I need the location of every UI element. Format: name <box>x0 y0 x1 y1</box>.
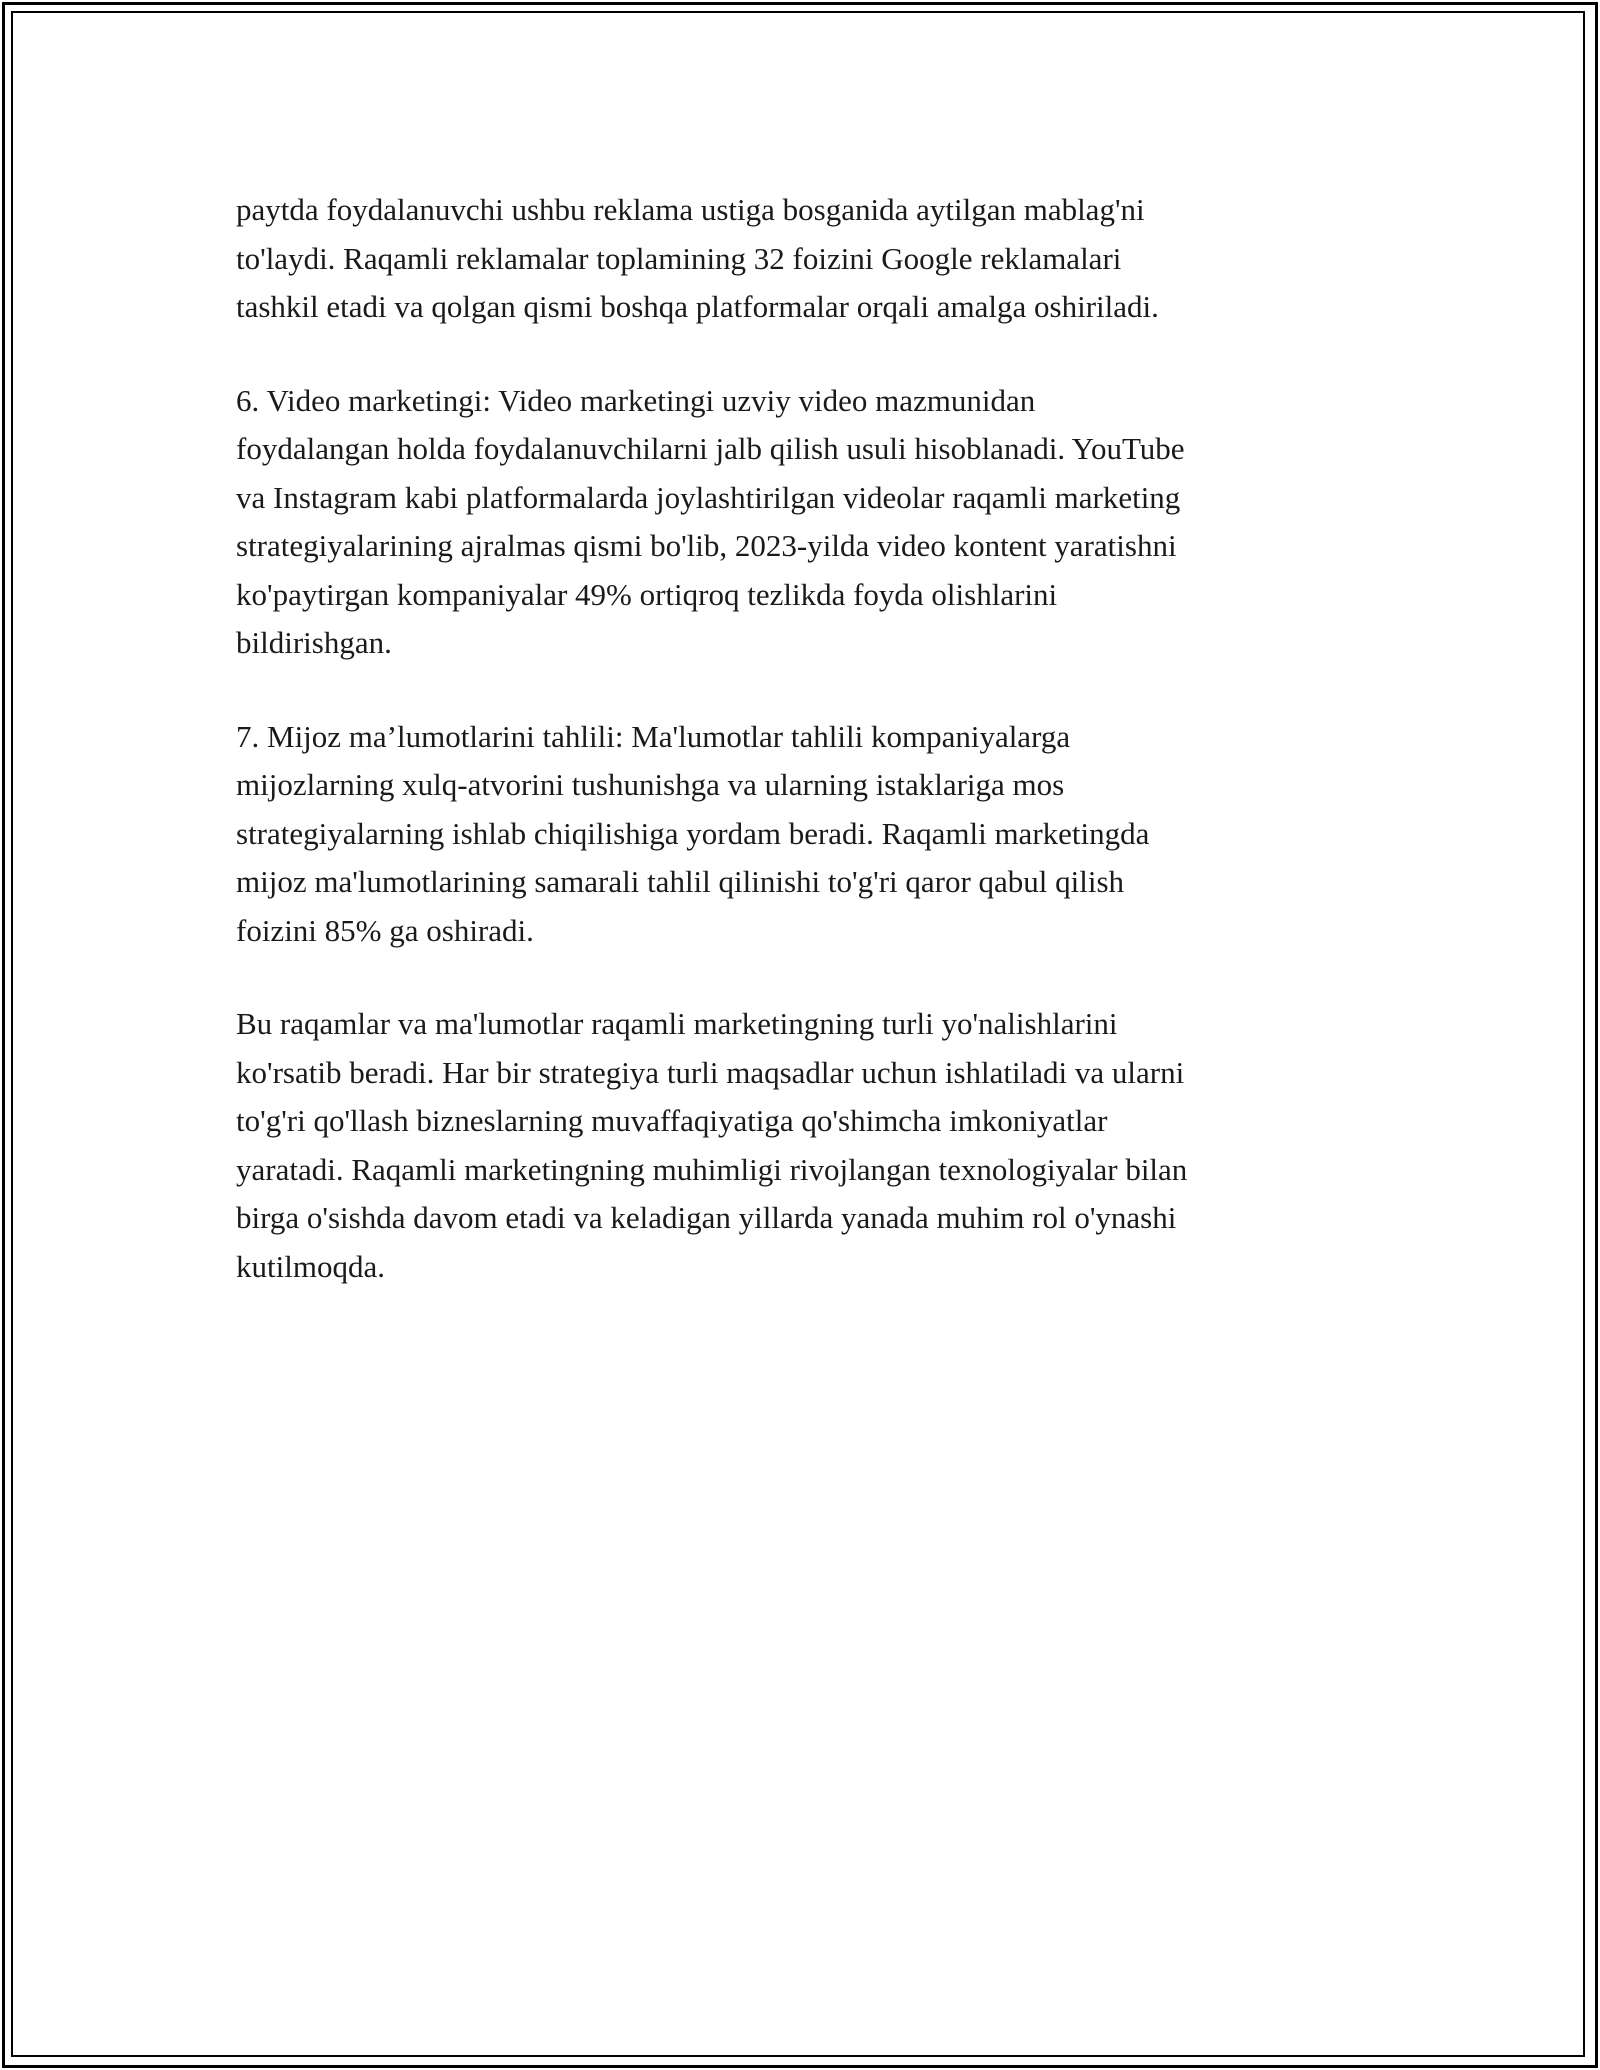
text-line: ko'rsatib beradi. Har bir strategiya turli maqsadlar uchun ishlatiladi va ularni <box>236 1054 1185 1090</box>
text-line: mijoz ma'lumotlarining samarali tahlil qilinishi to'g'ri qaror qabul qilish <box>236 864 1125 899</box>
text-line: strategiyalarning ishlab chiqilishiga yordam beradi. Raqamli marketingda <box>236 815 1150 851</box>
text-line: to'laydi. Raqamli reklamalar toplamining 32 foizini Google reklamalari <box>236 240 1122 276</box>
text-line: 7. Mijoz ma’lumotlarini tahlili: Ma'lumotlar tahlili kompaniyalarga <box>236 718 1071 754</box>
text-line: Bu raqamlar va ma'lumotlar raqamli marketingning turli yo'nalishlarini <box>236 1006 1118 1041</box>
paragraph-conclusion <box>236 1000 1376 1291</box>
text-line: tashkil etadi va qolgan qismi boshqa platformalar orqali amalga oshiriladi. <box>236 289 1159 324</box>
paragraph-customer-data-analysis <box>236 713 1376 956</box>
text-line: to'g'ri qo'llash bizneslarning muvaffaqiyatiga qo'shimcha imkoniyatlar <box>236 1103 1108 1138</box>
text-line: mijozlarning xulq-atvorini tushunishga va ularning istaklariga mos <box>236 767 1065 802</box>
text-line: foydalangan holda foydalanuvchilarni jalb qilish usuli hisoblanadi. YouTube <box>236 431 1185 466</box>
text-line: 6. Video marketingi: Video marketingi uzviy video mazmunidan <box>236 382 1036 418</box>
document-body <box>236 186 1376 1336</box>
paragraph-video-marketing <box>236 377 1376 668</box>
text-line: va Instagram kabi platformalarda joylashtirilgan videolar raqamli marketing <box>236 479 1181 515</box>
text-line: ko'paytirgan kompaniyalar 49% ortiqroq tezlikda foyda olishlarini <box>236 576 1058 612</box>
text-line: paytda foydalanuvchi ushbu reklama ustiga bosganida aytilgan mablag'ni <box>236 192 1145 227</box>
text-line: yaratadi. Raqamli marketingning muhimligi rivojlangan texnologiyalar bilan <box>236 1151 1188 1187</box>
text-line: bildirishgan. <box>236 625 392 660</box>
text-line: kutilmoqda. <box>236 1248 385 1284</box>
text-line: birga o'sishda davom etadi va keladigan yillarda yanada muhim rol o'ynashi <box>236 1200 1177 1235</box>
text-line: foizini 85% ga oshiradi. <box>236 912 534 948</box>
text-line: strategiyalarining ajralmas qismi bo'lib, 2023-yilda video kontent yaratishni <box>236 528 1177 563</box>
paragraph-digital-ads-continued <box>236 186 1376 332</box>
